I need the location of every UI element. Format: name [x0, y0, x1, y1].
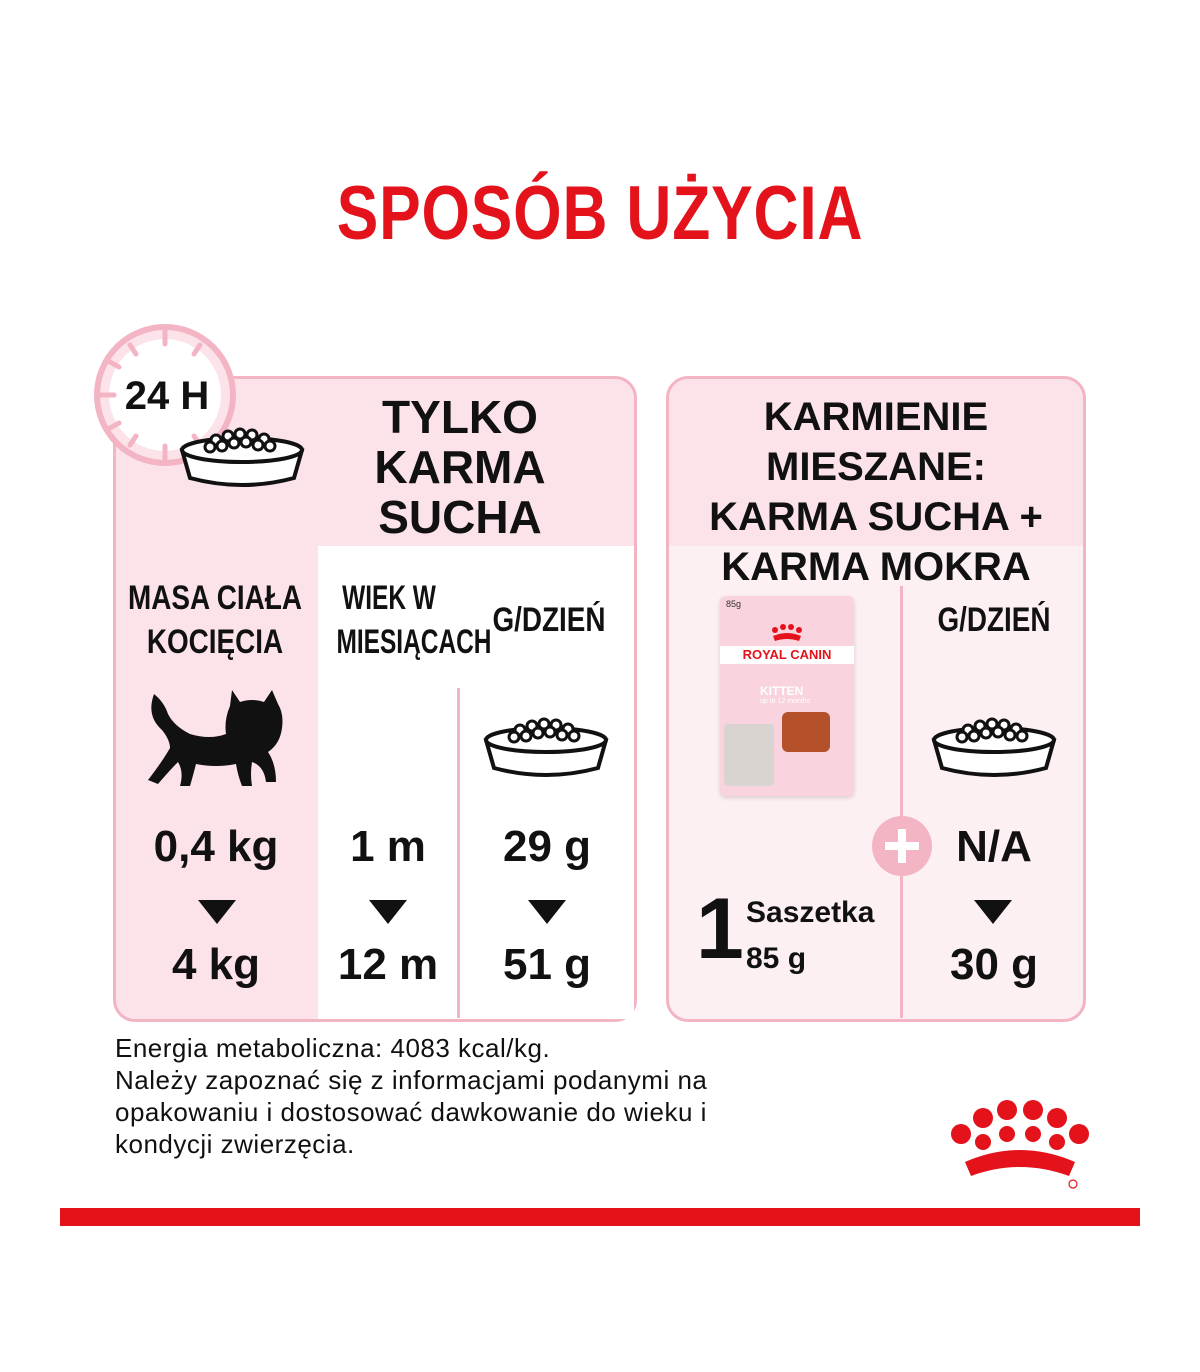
age-from: 1 m: [350, 822, 426, 871]
grams-per-day-header: G/DZIEŃ: [937, 601, 1051, 639]
arrow-down-icon: [974, 900, 1012, 924]
dry-amount-to: 30 g: [949, 940, 1039, 989]
footer-line: Należy zapoznać się z informacjami podanymi na: [115, 1065, 708, 1095]
footer-line: Energia metaboliczna: 4083 kcal/kg.: [115, 1033, 551, 1063]
bottom-red-bar: [60, 1208, 1140, 1226]
kitten-silhouette-icon: [140, 686, 290, 796]
header-line: WIEK W: [342, 579, 436, 617]
crown-logo-icon: [767, 622, 807, 644]
arrow-down-icon: [528, 900, 566, 924]
heading-line: KARMA MOKRA: [721, 545, 1031, 589]
mixed-feeding-heading: [666, 392, 1086, 592]
arrow-down-icon: [198, 900, 236, 924]
dry-amount-from: N/A: [956, 822, 1032, 871]
arrow-down-icon: [369, 900, 407, 924]
royal-canin-crown-logo: [945, 1100, 1095, 1190]
clock-label: 24 H: [124, 374, 210, 418]
grams-to: 51 g: [502, 940, 592, 989]
age-months-header: [316, 576, 492, 664]
pouch-product: KITTEN: [760, 684, 804, 698]
footer-line: opakowaniu i dostosować dawkowanie do wieku i: [115, 1097, 707, 1127]
header-line: MIESIĄCACH: [336, 623, 492, 661]
dry-only-heading: [340, 392, 580, 542]
page-title: SPOSÓB UŻYCIA: [336, 171, 864, 256]
footer-note: [115, 1032, 707, 1160]
grams-per-day-header: G/DZIEŃ: [492, 601, 606, 639]
header-line: MASA CIAŁA: [128, 579, 302, 617]
sachet-weight: 85 g: [746, 942, 807, 975]
grams-from: 29 g: [502, 822, 592, 871]
pouch-brand: ROYAL CANIN: [720, 646, 854, 664]
heading-line: KARMA SUCHA +: [709, 495, 1043, 539]
pouch-subtitle: up to 12 months: [760, 698, 811, 705]
food-bowl-icon: [924, 708, 1064, 778]
header-line: KOCIĘCIA: [146, 623, 284, 661]
sachet-label: Saszetka: [746, 896, 875, 929]
column-divider: [900, 586, 903, 1018]
footer-line: kondycji zwierzęcia.: [115, 1129, 355, 1159]
heading-line: SUCHA: [378, 491, 542, 543]
food-bowl-icon: [476, 708, 616, 778]
kitten-pouch-image: [720, 596, 854, 796]
pouch-weight: 85g: [726, 599, 742, 609]
pouch-kitten-photo: [724, 724, 774, 786]
age-to: 12 m: [337, 940, 439, 989]
kitten-weight-header: [108, 576, 322, 664]
heading-line: KARMIENIE MIESZANE:: [763, 395, 989, 489]
heading-line: TYLKO: [382, 391, 538, 443]
heading-line: KARMA: [374, 441, 546, 493]
weight-to: 4 kg: [171, 940, 261, 989]
sachet-count: 1: [696, 881, 744, 977]
weight-from: 0,4 kg: [153, 822, 279, 871]
food-bowl-icon: [172, 418, 312, 488]
pouch-food-photo: [782, 712, 830, 752]
